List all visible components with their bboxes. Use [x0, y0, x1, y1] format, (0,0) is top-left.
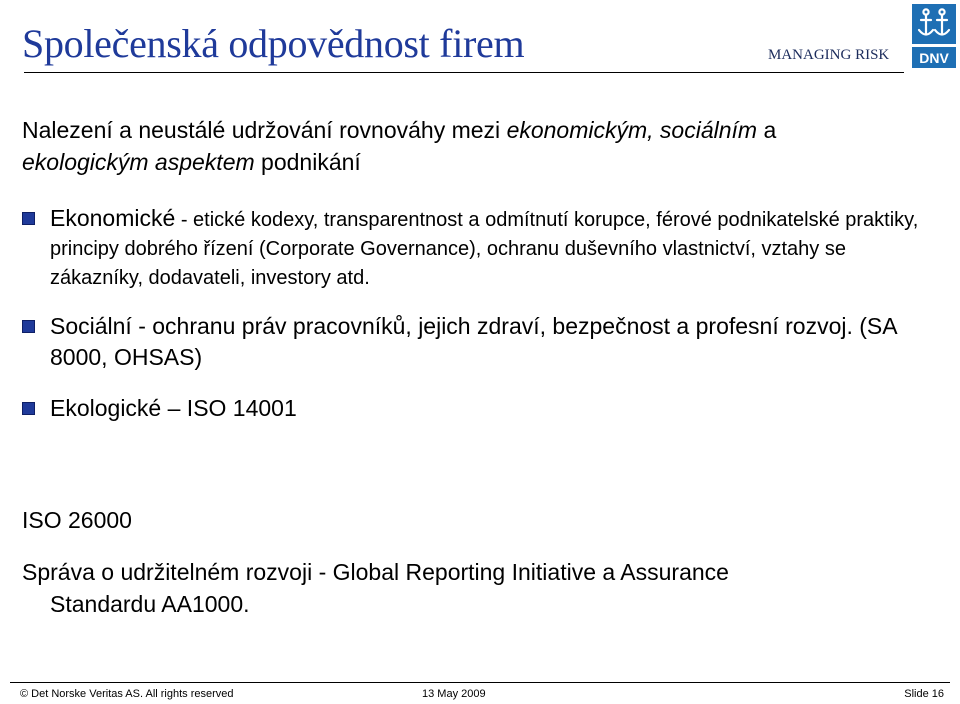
- iso-26000-line: ISO 26000: [22, 507, 132, 533]
- bullet-social-text: Sociální - ochranu práv pracovníků, jejich zdraví, bezpečnost a profesní rozvoj. (SA 8000, OHSAS): [50, 313, 897, 370]
- intro-paragraph: [22, 114, 942, 178]
- managing-risk-tagline: MANAGING RISK: [768, 47, 890, 63]
- bullet-ecological: [22, 393, 942, 424]
- header-divider: [24, 72, 904, 73]
- bullet-list: [22, 204, 942, 424]
- report-line-2: Standardu AA1000.: [50, 591, 250, 617]
- bullet-economic-lead: Ekonomické: [50, 205, 176, 231]
- footer-slide-number: Slide 16: [904, 688, 944, 700]
- bullet-economic: [22, 204, 942, 293]
- bullet-social: [22, 311, 942, 373]
- intro-text-3: podnikání: [254, 149, 361, 175]
- bullet-economic-text: - etické kodexy, transparentnost a odmítnutí korupce, férové podnikatelské praktiky, principy dobrého řízení (Corporate Governance), ochranu duševního vlastnictví, vztahy se zákazníky, dodavateli, investory atd.: [50, 209, 919, 289]
- footer-divider: [10, 682, 950, 683]
- square-bullet-icon: [22, 320, 35, 333]
- intro-text-1: Nalezení a neustálé udržování rovnováhy mezi: [22, 117, 507, 143]
- footer-copyright: © Det Norske Veritas AS. All rights reserved: [20, 688, 234, 700]
- slide-title: Společenská odpovědnost firem: [22, 21, 525, 66]
- square-bullet-icon: [22, 402, 35, 415]
- square-bullet-icon: [22, 212, 35, 225]
- report-line-1: Správa o udržitelném rozvoji - Global Reporting Initiative a Assurance: [22, 559, 729, 585]
- intro-italic-2: ekologickým aspektem: [22, 149, 255, 175]
- footer-date: 13 May 2009: [422, 688, 486, 700]
- intro-text-2: a: [757, 117, 777, 143]
- dnv-logo-text: DNV: [919, 50, 949, 66]
- dnv-logo: [912, 4, 956, 68]
- bullet-ecological-text: Ekologické – ISO 14001: [50, 395, 297, 421]
- report-paragraph: [22, 556, 942, 620]
- intro-italic-1: ekonomickým, sociálním: [506, 117, 758, 143]
